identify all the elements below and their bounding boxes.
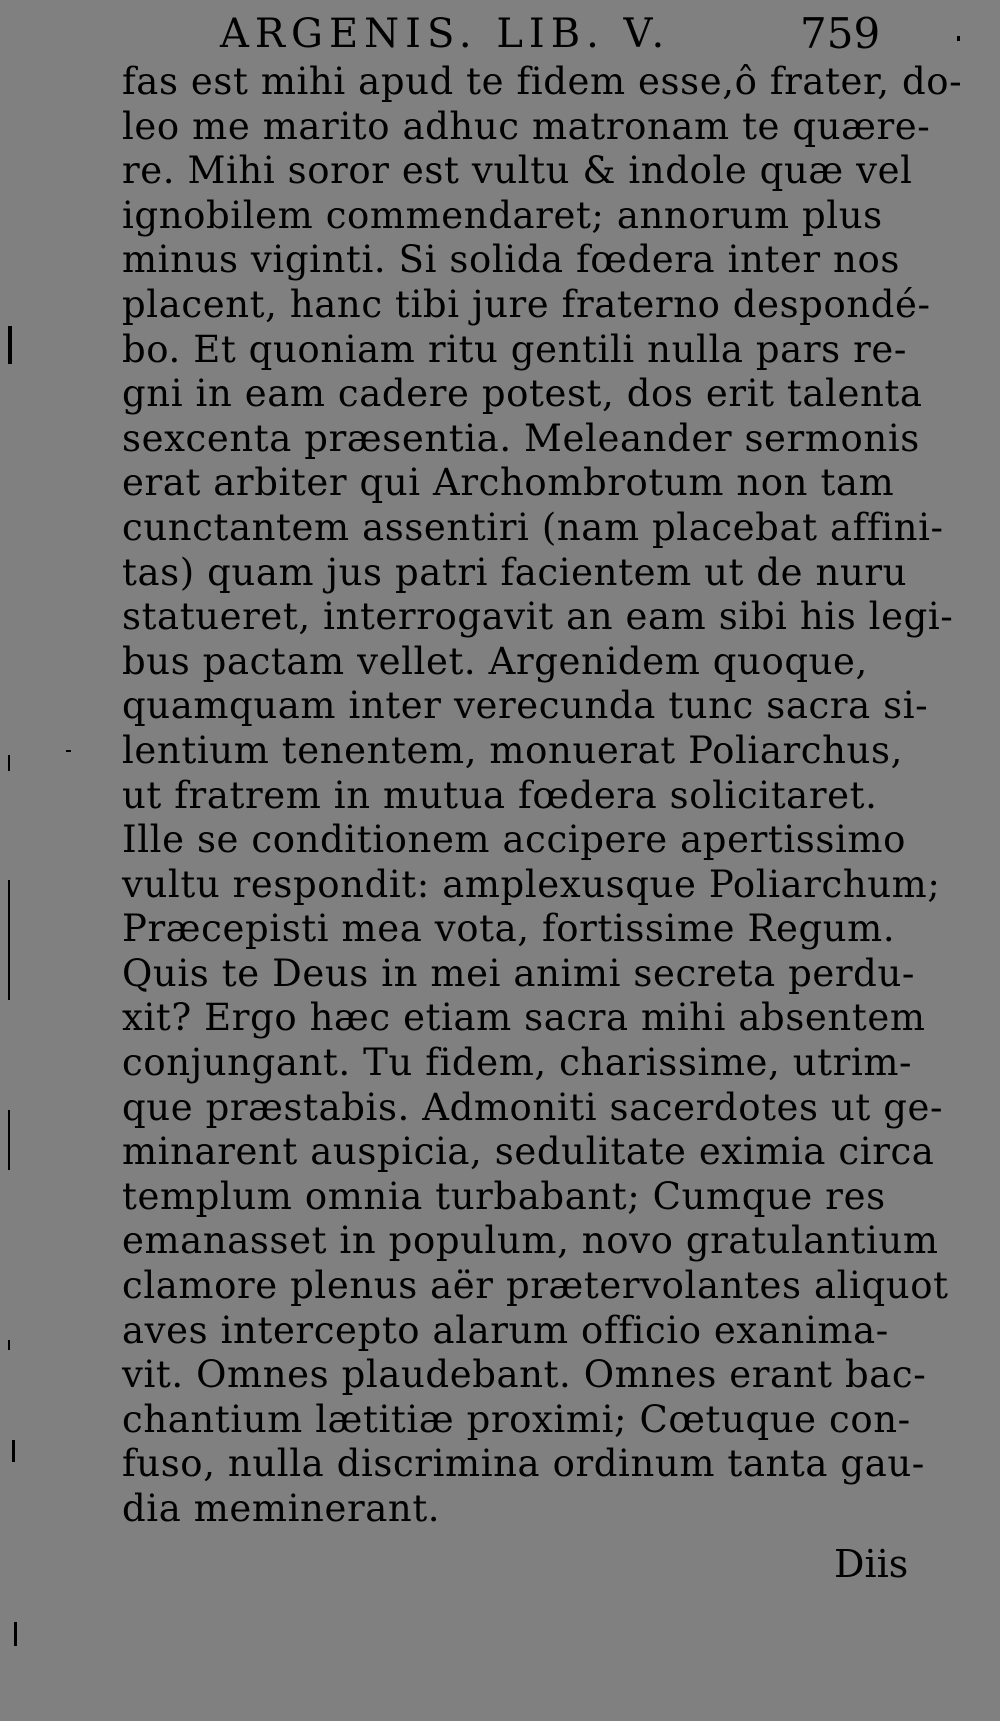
margin-speck — [66, 750, 71, 752]
text-line: emanasset in populum, novo gratulantium — [122, 1219, 939, 1263]
text-line: cunctantem assentiri (nam placebat affini- — [122, 505, 944, 549]
text-line: Præcepisti mea vota, fortissime Regum. — [122, 907, 896, 951]
margin-speck — [957, 36, 960, 41]
text-line: vit. Omnes plaudebant. Omnes erant bac- — [122, 1353, 927, 1397]
text-line: leo me marito adhuc matronam te quære- — [122, 104, 931, 148]
margin-speck — [8, 1340, 10, 1350]
running-head: ARGENIS. LIB. V. — [220, 11, 671, 57]
text-line: ut fratrem in mutua fœdera solicitaret. — [122, 773, 878, 817]
text-line: quamquam inter verecunda tunc sacra si- — [122, 684, 929, 728]
text-line: bus pactam vellet. Argenidem quoque, — [122, 639, 868, 683]
margin-speck — [8, 880, 10, 1000]
text-line: dia meminerant. — [122, 1487, 441, 1530]
text-line: re. Mihi soror est vultu & indole quæ vel — [122, 149, 913, 193]
text-line: gni in eam cadere potest, dos erit talenta — [122, 372, 923, 416]
text-line: clamore plenus aër prætervolantes aliquot — [122, 1264, 949, 1308]
text-line: xit? Ergo hæc etiam sacra mihi absentem — [122, 996, 926, 1040]
margin-speck — [12, 1440, 15, 1462]
text-line: Quis te Deus in mei animi secreta perdu- — [122, 951, 915, 995]
margin-speck — [8, 1110, 10, 1170]
text-line: ignobilem commendaret; annorum plus — [122, 193, 883, 237]
text-line: erat arbiter qui Archombrotum non tam — [122, 461, 895, 505]
text-line: fas est mihi apud te fidem esse,ô frater, do- — [122, 60, 963, 103]
margin-speck — [14, 1622, 17, 1646]
text-line: que præstabis. Admoniti sacerdotes ut ge- — [122, 1085, 944, 1129]
margin-speck — [8, 326, 12, 364]
text-line: conjungant. Tu fidem, charissime, utrim- — [122, 1041, 913, 1085]
page-header — [210, 8, 910, 60]
text-line: Ille se conditionem accipere apertissimo — [122, 818, 906, 862]
text-line: tas) quam jus patri facientem ut de nuru — [122, 550, 908, 594]
body-text — [122, 60, 963, 1532]
catchword: Diis — [834, 1542, 909, 1586]
text-line: chantium lætitiæ proximi; Cœtuque con- — [122, 1397, 911, 1441]
text-line: statueret, interrogavit an eam sibi his legi- — [122, 595, 954, 639]
page-number: 759 — [800, 9, 881, 58]
text-line: placent, hanc tibi jure fraterno despondé- — [122, 282, 931, 326]
text-line: bo. Et quoniam ritu gentili nulla pars re- — [122, 327, 907, 371]
text-line: vultu respondit: amplexusque Poliarchum; — [122, 862, 941, 906]
text-line: minarent auspicia, sedulitate eximia circa — [122, 1130, 935, 1174]
text-line: minus viginti. Si solida fœdera inter nos — [122, 238, 900, 282]
margin-speck — [8, 755, 10, 771]
text-line: aves intercepto alarum officio exanima- — [122, 1308, 889, 1352]
text-line: templum omnia turbabant; Cumque res — [122, 1174, 886, 1218]
text-line: lentium tenentem, monuerat Poliarchus, — [122, 728, 903, 772]
text-line: fuso, nulla discrimina ordinum tanta gau- — [122, 1442, 925, 1486]
text-line: sexcenta præsentia. Meleander sermonis — [122, 416, 920, 460]
